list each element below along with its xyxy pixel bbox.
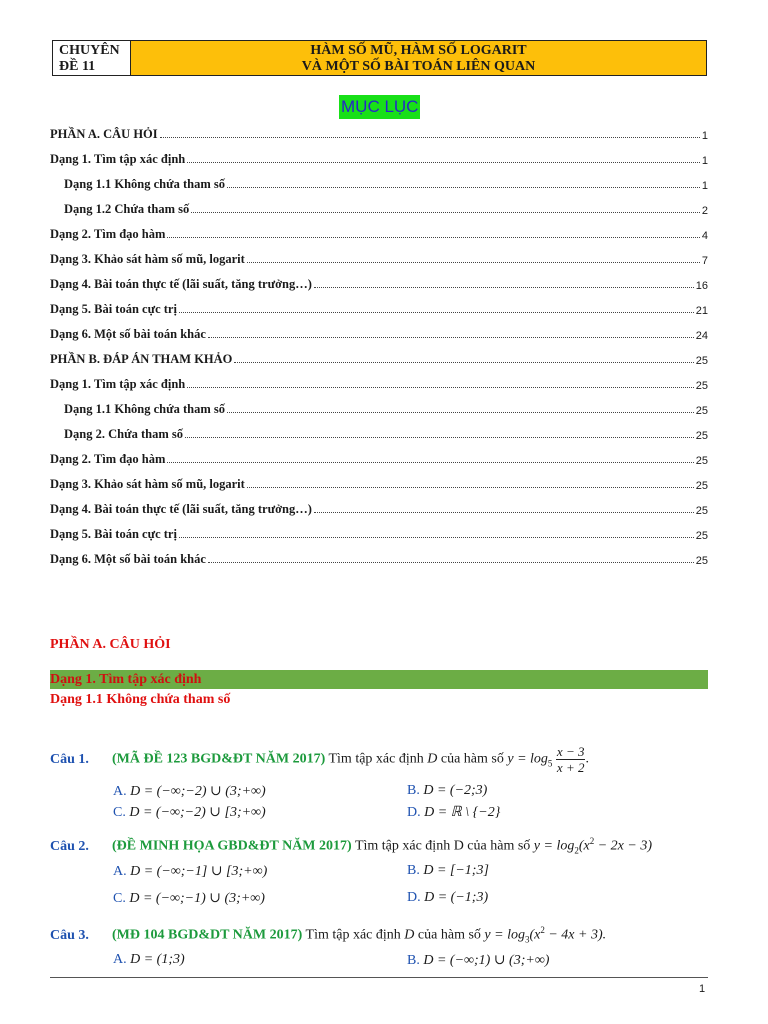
toc-entry[interactable] bbox=[50, 317, 708, 342]
option-a[interactable] bbox=[113, 783, 266, 800]
log-base: 2 bbox=[574, 845, 579, 856]
option-letter: C. bbox=[113, 805, 126, 820]
toc-entry-page: 1 bbox=[701, 130, 708, 142]
toc-entry-label: Dạng 1. Tìm tập xác định bbox=[50, 377, 186, 391]
question-var: D bbox=[427, 751, 438, 767]
option-letter: B. bbox=[407, 863, 420, 878]
toc-entry[interactable] bbox=[50, 467, 708, 492]
chapter-label-line2: ĐỀ 11 bbox=[59, 59, 96, 74]
question-3 bbox=[50, 925, 606, 944]
toc-entry[interactable] bbox=[50, 392, 708, 417]
toc-entry[interactable] bbox=[50, 517, 708, 542]
question-text: Tìm tập xác định bbox=[305, 927, 401, 943]
function-prefix: y = log bbox=[507, 751, 548, 767]
toc-entry[interactable] bbox=[50, 442, 708, 467]
toc-entry[interactable] bbox=[50, 217, 708, 242]
option-letter: B. bbox=[407, 783, 420, 798]
dang1-heading: Dạng 1. Tìm tập xác định bbox=[50, 670, 708, 689]
question-text-2: của hàm số bbox=[417, 927, 481, 943]
toc-leader bbox=[247, 262, 700, 263]
option-text: D = (−∞;−2) ∪ (3;+∞) bbox=[130, 784, 266, 799]
toc-leader bbox=[185, 437, 694, 438]
question-var: D bbox=[404, 927, 415, 943]
toc-entry[interactable] bbox=[50, 167, 708, 192]
question-number: Câu 3. bbox=[50, 927, 89, 943]
toc-leader bbox=[234, 362, 693, 363]
toc-leader bbox=[187, 387, 694, 388]
chapter-header bbox=[52, 40, 707, 76]
toc-entry[interactable] bbox=[50, 342, 708, 367]
option-a[interactable] bbox=[113, 863, 267, 880]
toc-entry-page: 2 bbox=[701, 205, 708, 217]
toc-entry-page: 25 bbox=[695, 505, 708, 517]
option-b[interactable] bbox=[407, 783, 487, 799]
table-of-contents bbox=[50, 117, 708, 567]
option-text: D = (−1;3) bbox=[424, 890, 489, 905]
toc-leader bbox=[191, 212, 700, 213]
dang11-heading: Dạng 1.1 Không chứa tham số bbox=[50, 692, 231, 707]
option-text: D = (1;3) bbox=[130, 952, 185, 967]
toc-entry-page: 25 bbox=[695, 355, 708, 367]
toc-entry-label: Dạng 2. Tìm đạo hàm bbox=[50, 227, 166, 241]
function-arg: (x bbox=[578, 838, 590, 854]
question-text: Tìm tập xác định bbox=[328, 751, 424, 767]
option-text: D = (−∞;−1] ∪ [3;+∞) bbox=[130, 864, 268, 879]
table-of-contents-heading: MỤC LỤC bbox=[339, 95, 420, 119]
toc-leader bbox=[247, 487, 694, 488]
function-arg-rest: − 4x + 3). bbox=[544, 927, 607, 943]
page-number: 1 bbox=[699, 983, 706, 995]
log-base: 5 bbox=[547, 758, 553, 769]
toc-entry-label: PHẦN A. CÂU HỎI bbox=[50, 127, 158, 141]
toc-entry-label: Dạng 1. Tìm tập xác định bbox=[50, 152, 186, 166]
toc-entry-page: 21 bbox=[695, 305, 708, 317]
toc-entry-page: 1 bbox=[701, 180, 708, 192]
toc-entry-label: Dạng 5. Bài toán cực trị bbox=[50, 527, 177, 541]
toc-leader bbox=[179, 537, 694, 538]
toc-leader bbox=[227, 187, 700, 188]
question-text-2: của hàm số bbox=[440, 751, 504, 767]
option-text: D = (−2;3) bbox=[423, 783, 488, 798]
toc-entry[interactable] bbox=[50, 192, 708, 217]
option-a[interactable] bbox=[113, 952, 185, 968]
toc-entry-label: Dạng 3. Khảo sát hàm số mũ, logarit bbox=[50, 252, 245, 266]
fraction-denominator: x + 2 bbox=[556, 760, 585, 775]
question-source: (MĐ 104 BGD&DT NĂM 2017) bbox=[112, 927, 303, 943]
toc-entry-label: Dạng 2. Tìm đạo hàm bbox=[50, 452, 166, 466]
toc-entry-label: Dạng 1.2 Chứa tham số bbox=[64, 202, 190, 216]
option-text: D = (−∞;−1) ∪ (3;+∞) bbox=[129, 891, 265, 906]
section-a-heading: PHẦN A. CÂU HỎI bbox=[50, 637, 171, 652]
option-text: D = [−1;3] bbox=[423, 863, 489, 878]
function-prefix: y = log bbox=[484, 927, 525, 943]
option-d[interactable] bbox=[407, 804, 500, 821]
toc-entry[interactable] bbox=[50, 242, 708, 267]
fraction bbox=[556, 744, 586, 775]
toc-entry-page: 25 bbox=[695, 530, 708, 542]
toc-entry-label: Dạng 4. Bài toán thực tế (lãi suất, tăng trưởng…) bbox=[50, 502, 312, 516]
toc-entry-page: 25 bbox=[695, 555, 708, 567]
toc-entry[interactable] bbox=[50, 292, 708, 317]
toc-leader bbox=[314, 512, 694, 513]
toc-entry[interactable] bbox=[50, 542, 708, 567]
toc-leader bbox=[167, 237, 699, 238]
chapter-title-line1: HÀM SỐ MŨ, HÀM SỐ LOGARIT bbox=[310, 43, 527, 58]
question-2 bbox=[50, 836, 652, 855]
toc-entry-label: Dạng 1.1 Không chứa tham số bbox=[64, 177, 225, 191]
toc-leader bbox=[227, 412, 694, 413]
toc-entry[interactable] bbox=[50, 367, 708, 392]
toc-entry-page: 25 bbox=[695, 480, 708, 492]
option-text: D = (−∞;−2) ∪ [3;+∞) bbox=[129, 805, 266, 820]
function-prefix: y = log bbox=[533, 838, 575, 854]
toc-entry-label: Dạng 1.1 Không chứa tham số bbox=[64, 402, 225, 416]
toc-leader bbox=[179, 312, 694, 313]
option-letter: A. bbox=[113, 864, 127, 879]
toc-entry-label: Dạng 5. Bài toán cực trị bbox=[50, 302, 177, 316]
toc-entry-page: 25 bbox=[695, 430, 708, 442]
option-letter: D. bbox=[407, 805, 421, 820]
chapter-label-line1: CHUYÊN bbox=[59, 43, 120, 58]
toc-entry[interactable] bbox=[50, 267, 708, 292]
toc-entry-label: PHẦN B. ĐÁP ÁN THAM KHẢO bbox=[50, 352, 233, 366]
chapter-title bbox=[131, 41, 706, 75]
question-source: (MÃ ĐỀ 123 BGD&ĐT NĂM 2017) bbox=[112, 751, 326, 767]
chapter-title-line2: VÀ MỘT SỐ BÀI TOÁN LIÊN QUAN bbox=[301, 59, 536, 74]
option-text: D = ℝ \ {−2} bbox=[424, 805, 501, 820]
toc-entry-label: Dạng 3. Khảo sát hàm số mũ, logarit bbox=[50, 477, 245, 491]
toc-entry[interactable] bbox=[50, 417, 708, 442]
toc-leader bbox=[160, 137, 700, 138]
toc-leader bbox=[314, 287, 694, 288]
footer-divider bbox=[50, 977, 708, 978]
option-b[interactable] bbox=[407, 952, 549, 969]
toc-entry[interactable] bbox=[50, 142, 708, 167]
option-letter: A. bbox=[113, 952, 127, 967]
function-arg-rest: − 2x − 3) bbox=[594, 838, 653, 854]
option-text: D = (−∞;1) ∪ (3;+∞) bbox=[423, 953, 550, 968]
question-source: (ĐỀ MINH HỌA GBD&ĐT NĂM 2017) bbox=[112, 838, 352, 854]
toc-entry-page: 24 bbox=[695, 330, 708, 342]
option-letter: B. bbox=[407, 953, 420, 968]
option-b[interactable] bbox=[407, 863, 489, 879]
log-base: 3 bbox=[524, 934, 530, 945]
question-number: Câu 1. bbox=[50, 751, 89, 767]
toc-entry-page: 25 bbox=[695, 380, 708, 392]
exponent: 2 bbox=[589, 836, 595, 846]
toc-entry-page: 25 bbox=[695, 405, 708, 417]
toc-leader bbox=[208, 562, 694, 563]
toc-entry[interactable] bbox=[50, 492, 708, 517]
toc-entry-page: 7 bbox=[701, 255, 708, 267]
fraction-numerator: x − 3 bbox=[556, 744, 585, 759]
toc-entry-page: 4 bbox=[701, 230, 708, 242]
option-c[interactable] bbox=[113, 804, 266, 821]
toc-entry-page: 1 bbox=[701, 155, 708, 167]
toc-leader bbox=[208, 337, 694, 338]
option-d[interactable] bbox=[407, 890, 488, 906]
toc-entry-label: Dạng 4. Bài toán thực tế (lãi suất, tăng trưởng…) bbox=[50, 277, 312, 291]
option-c[interactable] bbox=[113, 890, 265, 907]
option-letter: C. bbox=[113, 891, 126, 906]
toc-entry[interactable] bbox=[50, 117, 708, 142]
exponent: 2 bbox=[540, 925, 545, 935]
toc-entry-page: 16 bbox=[695, 280, 708, 292]
function-arg: (x bbox=[529, 927, 541, 943]
option-letter: A. bbox=[113, 784, 127, 799]
toc-entry-label: Dạng 6. Một số bài toán khác bbox=[50, 552, 206, 566]
question-1 bbox=[50, 744, 589, 775]
toc-entry-page: 25 bbox=[695, 455, 708, 467]
chapter-label bbox=[53, 41, 131, 75]
option-letter: D. bbox=[407, 890, 421, 905]
question-text: Tìm tập xác định D của hàm số bbox=[354, 838, 531, 854]
toc-leader bbox=[167, 462, 693, 463]
toc-entry-label: Dạng 2. Chứa tham số bbox=[64, 427, 183, 441]
toc-entry-label: Dạng 6. Một số bài toán khác bbox=[50, 327, 206, 341]
question-tail: . bbox=[585, 751, 589, 767]
question-number: Câu 2. bbox=[50, 838, 89, 854]
toc-leader bbox=[187, 162, 700, 163]
